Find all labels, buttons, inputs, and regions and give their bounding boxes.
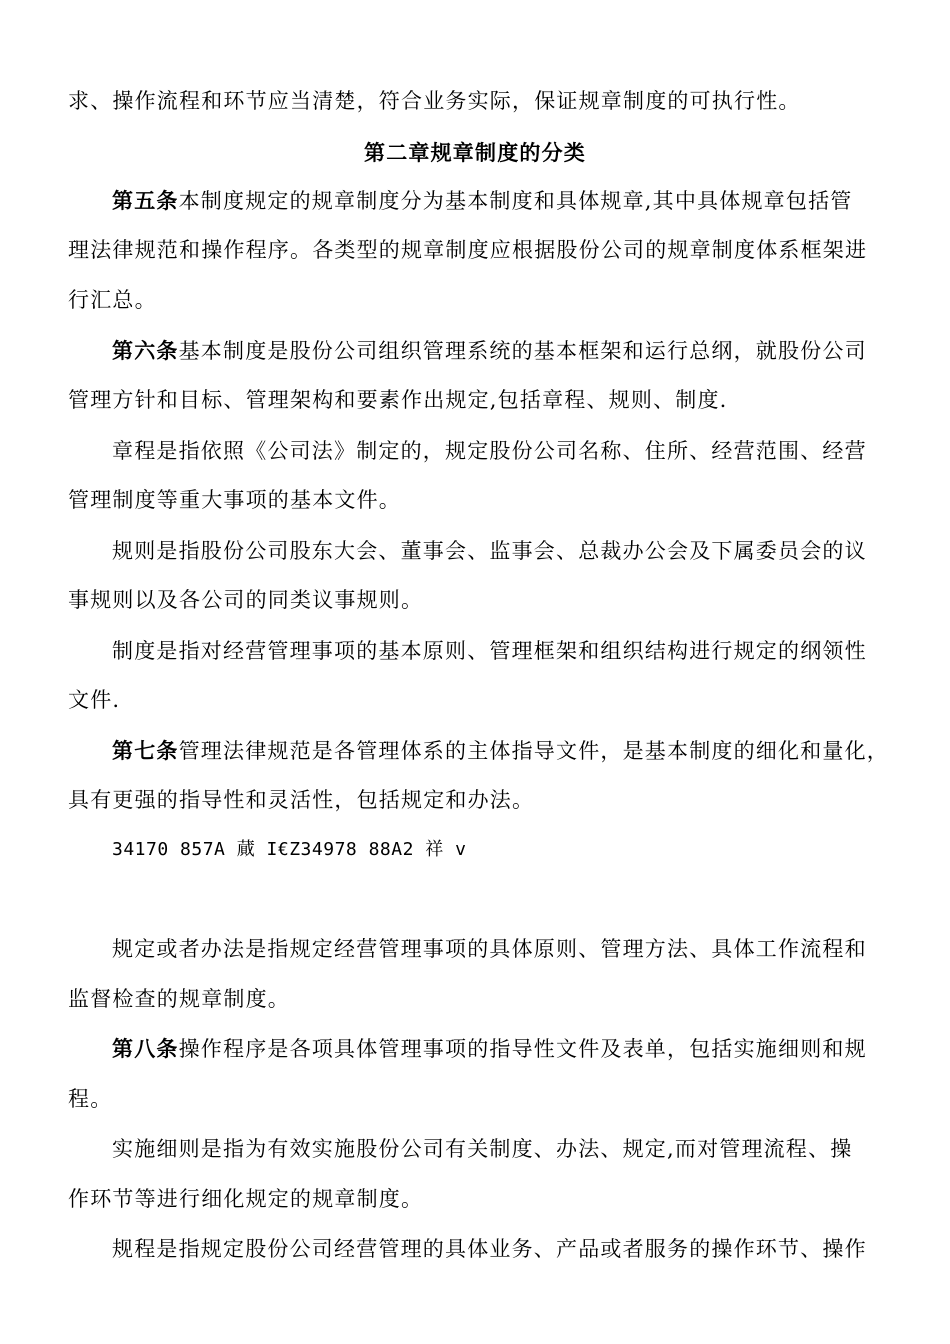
article-7-text-1: 管理法律规范是各管理体系的主体指导文件，是基本制度的细化和量化， — [178, 739, 890, 763]
article-5-label: 第五条 — [112, 188, 179, 213]
detail-para-line-2: 作环节等进行细化规定的规章制度。 — [68, 1187, 424, 1211]
regulation-para-line-2: 监督检查的规章制度。 — [68, 987, 290, 1011]
article-5-line-3: 行汇总。 — [68, 288, 157, 312]
procedure-para-line-1: 规程是指规定股份公司经营管理的具体业务、产品或者服务的操作环节、操作 — [112, 1237, 867, 1261]
article-5-text-1: 本制度规定的规章制度分为基本制度和具体规章,其中具体规章包括管 — [178, 189, 853, 213]
detail-para-line-1: 实施细则是指为有效实施股份公司有关制度、办法、规定,而对管理流程、操 — [112, 1137, 853, 1161]
article-8-line-1 — [112, 1036, 888, 1062]
article-6-text-1: 基本制度是股份公司组织管理系统的基本框架和运行总纲，就股份公司 — [178, 339, 867, 363]
article-7-line-1 — [112, 738, 888, 764]
article-6-label: 第六条 — [112, 338, 179, 363]
article-8-label: 第八条 — [112, 1036, 179, 1061]
system-para-line-1: 制度是指对经营管理事项的基本原则、管理框架和组织结构进行规定的纲领性 — [112, 639, 867, 663]
chapter-title: 第二章规章制度的分类 — [364, 140, 586, 165]
article-6-line-2: 管理方针和目标、管理架构和要素作出规定,包括章程、规则、制度. — [68, 388, 728, 412]
article-8-text-1: 操作程序是各项具体管理事项的指导性文件及表单，包括实施细则和规 — [178, 1037, 867, 1061]
article-6-line-1 — [112, 338, 888, 364]
article-5-line-2: 理法律规范和操作程序。各类型的规章制度应根据股份公司的规章制度体系框架进 — [68, 238, 868, 262]
rules-para-line-1: 规则是指股份公司股东大会、董事会、监事会、总裁办公会及下属委员会的议 — [112, 539, 867, 563]
garbled-code-line: 34170 857A 蕆 I€Z34978 88A2 祥 v — [112, 839, 467, 860]
charter-para-line-2: 管理制度等重大事项的基本文件。 — [68, 488, 401, 512]
article-5-line-1 — [112, 188, 888, 214]
regulation-para-line-1: 规定或者办法是指规定经营管理事项的具体原则、管理方法、具体工作流程和 — [112, 937, 867, 961]
article-7-line-2: 具有更强的指导性和灵活性，包括规定和办法。 — [68, 788, 535, 812]
article-7-label: 第七条 — [112, 738, 179, 763]
system-para-line-2: 文件. — [68, 688, 121, 712]
charter-para-line-1: 章程是指依照《公司法》制定的，规定股份公司名称、住所、经营范围、经营 — [112, 439, 867, 463]
article-8-line-2: 程。 — [68, 1087, 113, 1111]
rules-para-line-2: 事规则以及各公司的同类议事规则。 — [68, 588, 424, 612]
paragraph-continuation-line: 求、操作流程和环节应当清楚，符合业务实际，保证规章制度的可执行性。 — [68, 89, 801, 113]
